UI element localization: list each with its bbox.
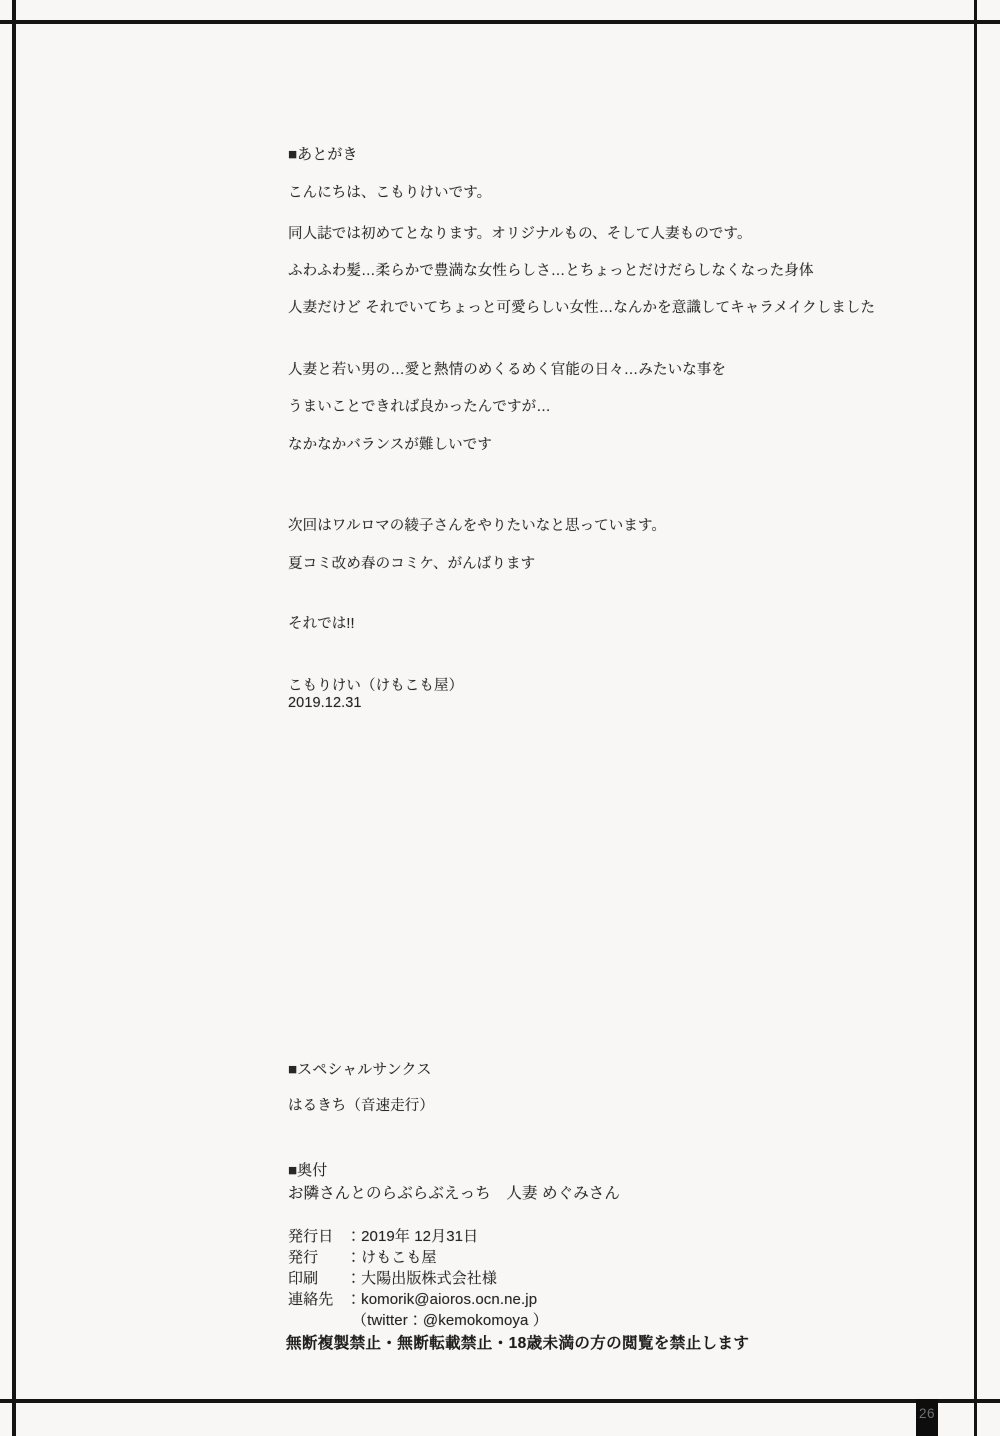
afterword-closing: それでは!! <box>288 616 355 632</box>
colophon-row-value: ：2019年 12月31日 <box>346 1228 479 1245</box>
colophon-row-label: 発行日 <box>288 1228 334 1245</box>
colophon-row-label: 連絡先 <box>288 1291 334 1308</box>
afterword-line: 人妻だけど それでいてちょっと可愛らしい女性…なんかを意識してキャラメイクしました <box>288 300 876 316</box>
afterword-heading: ■あとがき <box>288 146 358 163</box>
afterword-date: 2019.12.31 <box>288 695 362 711</box>
afterword-line: うまいことできれば良かったんですが… <box>288 399 551 415</box>
colophon-twitter: （twitter：@kemokomoya ） <box>352 1312 548 1329</box>
colophon-row <box>288 1267 497 1288</box>
page-number: 26 <box>918 1406 936 1421</box>
afterword-line: こんにちは、こもりけいです。 <box>288 185 492 201</box>
afterword-line: 次回はワルロマの綾子さんをやりたいなと思っています。 <box>288 518 667 534</box>
special-thanks-heading: ■スペシャルサンクス <box>288 1061 432 1078</box>
afterword-line: 同人誌では初めてとなります。オリジナルもの、そして人妻ものです。 <box>288 226 752 242</box>
frame-left-line <box>12 0 16 1436</box>
afterword-line: 夏コミ改め春のコミケ、がんばります <box>288 556 536 572</box>
afterword-line: 人妻と若い男の…愛と熱情のめくるめく官能の日々…みたいな事を <box>288 362 726 378</box>
colophon-heading: ■奥付 <box>288 1162 328 1179</box>
afterword-signature: こもりけい（けもこも屋） <box>288 678 464 694</box>
colophon-row-value: ：大陽出版株式会社様 <box>346 1270 498 1287</box>
colophon-row <box>288 1246 437 1267</box>
afterword-line: ふわふわ髪…柔らかで豊満な女性らしさ…とちょっとだけだらしなくなった身体 <box>288 263 814 279</box>
colophon-notice: 無断複製禁止・無断転載禁止・18歳未満の方の閲覧を禁止します <box>286 1335 750 1352</box>
frame-bottom-line <box>0 1399 1000 1403</box>
page-number-tab <box>916 1399 938 1436</box>
frame-top-line <box>0 20 1000 24</box>
colophon-row-label: 発行 <box>288 1249 319 1266</box>
colophon-row-value: ：komorik@aioros.ocn.ne.jp <box>346 1291 538 1308</box>
special-thanks-name: はるきち（音速走行） <box>288 1098 434 1114</box>
colophon-row <box>288 1225 478 1246</box>
colophon-book-title: お隣さんとのらぶらぶえっち 人妻 めぐみさん <box>288 1185 621 1202</box>
colophon-row-label: 印刷 <box>288 1270 319 1287</box>
afterword-line: なかなかバランスが難しいです <box>288 437 492 453</box>
colophon-row-value: ：けもこも屋 <box>346 1249 437 1266</box>
frame-right-line <box>974 0 977 1436</box>
colophon-row <box>288 1288 537 1309</box>
